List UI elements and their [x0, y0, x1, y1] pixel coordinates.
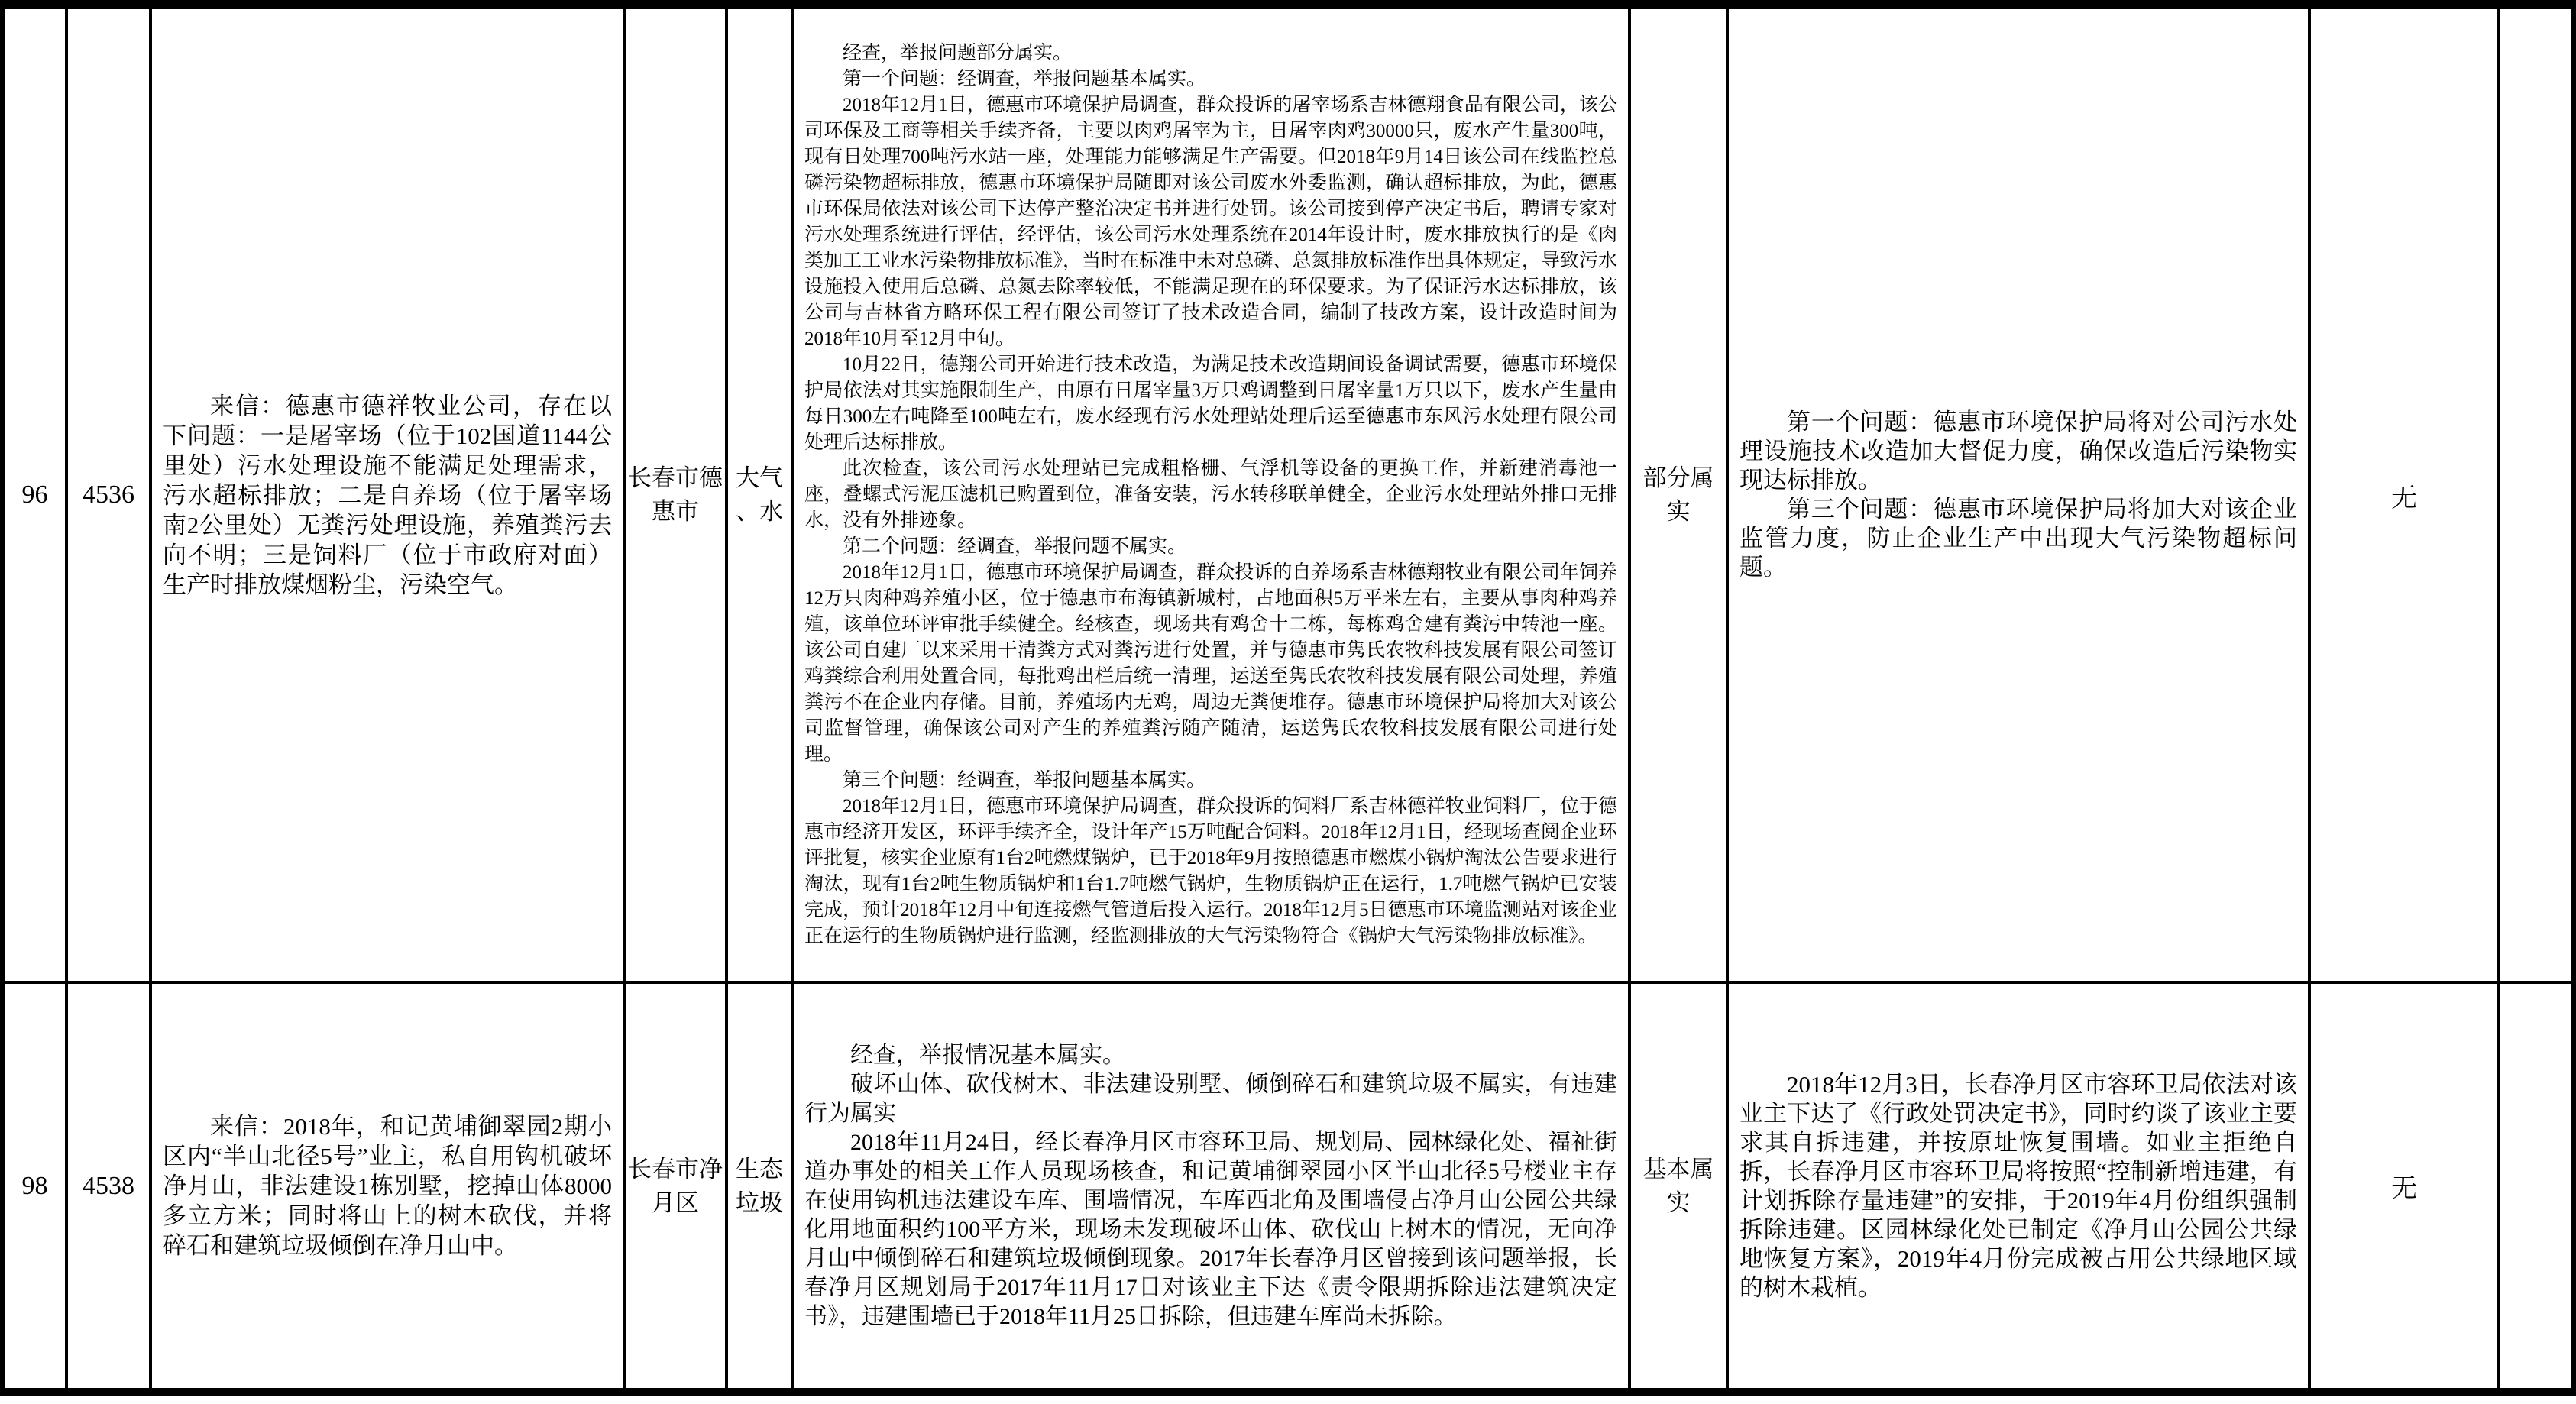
paragraph: 10月22日，德翔公司开始进行技术改造，为满足技术改造期间设备调试需要，德惠市环境保护局依法对其实施限制生产，由原有日屠宰量3万只鸡调整到日屠宰量1万只以下，废水产生量由每日300左右吨降至100吨左右，废水经现有污水处理站处理后运至德惠市东风污水处理有限公司处理后达标排放。: [804, 354, 1617, 453]
paragraph: 此次检查，该公司污水处理站已完成粗格栅、气浮机等设备的更换工作，并新建消毒池一座，叠螺式污泥压滤机已购置到位，准备安装，污水转移联单健全，企业污水处理站外排口无排水，没有外排迹象。: [804, 458, 1617, 531]
paragraph: 第一个问题：德惠市环境保护局将对公司污水处理设施技术改造加大督促力度，确保改造后污染物实现达标排放。: [1739, 409, 2297, 493]
paragraph: 2018年11月24日，经长春净月区市容环卫局、规划局、园林绿化处、福祉街道办事处的相关工作人员现场核查，和记黄埔御翠园小区半山北径5号楼业主存在使用钩机违法建设车库、围墙情况，车库西北角及围墙侵占净月山公园公共绿化用地面积约100平方米，现场未发现破坏山体、砍伐山上树木的情况，无向净月山中倾倒碎石和建筑垃圾倾倒现象。2017年长春净月区曾接到该问题举报，长春净月区规划局于2017年11月17日对该业主下达《责令限期拆除违法建筑决定书》，违建围墙已于2018年11月25日拆除，但违建车库尚未拆除。: [804, 1129, 1617, 1329]
paragraph: 2018年12月1日，德惠市环境保护局调查，群众投诉的屠宰场系吉林德翔食品有限公司，该公司环保及工商等相关手续齐备，主要以肉鸡屠宰为主，日屠宰肉鸡30000只，废水产生量300吨，现有日处理700吨污水站一座，处理能力能够满足生产需要。但2018年9月14日该公司在线监控总磷污染物超标排放，德惠市环境保护局随即对该公司废水外委监测，确认超标排放，为此，德惠市环保局依法对该公司下达停产整治决定书并进行处罚。该公司接到停产决定书后，聘请专家对污水处理系统进行评估，经评估，该公司污水处理系统在2014年设计时，废水排放执行的是《肉类加工工业水污染物排放标准》，当时在标准中未对总磷、总氮排放标准作出具体规定，导致污水设施投入使用后总磷、总氮去除率较低，不能满足现在的环保要求。为了保证污水达标排放，该公司与吉林省方略环保工程有限公司签订了技术改造合同，编制了技改方案，设计改造时间为2018年10月至12月中旬。: [804, 95, 1617, 349]
complaint-text: 来信：德惠市德祥牧业公司，存在以下问题：一是屠宰场（位于102国道1144公里处）污水处理设施不能满足处理需求，污水超标排放；二是自养场（位于屠宰场南2公里处）无粪污处理设施，养殖粪污去向不明；三是饲料厂（位于市政府对面）生产时排放煤烟粉尘，污染空气。: [163, 392, 612, 598]
region-cell: 长春市净月区: [624, 982, 727, 1392]
paragraph: 第三个问题：德惠市环境保护局将加大对该企业监管力度，防止企业生产中出现大气污染物超标问题。: [1739, 496, 2297, 581]
region-cell: 长春市德惠市: [624, 5, 727, 982]
paragraph: 2018年12月3日，长春净月区市容环卫局依法对该业主下达了《行政处罚决定书》，同时约谈了该业主要求其自拆违建，并按原址恢复围墙。如业主拒绝自拆，长春净月区市容环卫局将按照“控制新增违建，有计划拆除存量违建”的安排，于2019年4月份组织强制拆除违建。区园林绿化处已制定《净月山公园公共绿地恢复方案》，2019年4月份完成被占用公共绿地区域的树木栽植。: [1739, 1070, 2297, 1301]
paragraph: 2018年12月1日，德惠市环境保护局调查，群众投诉的饲料厂系吉林德祥牧业饲料厂，位于德惠市经济开发区，环评手续齐全，设计年产15万吨配合饲料。2018年12月1日，经现场查阅企业环评批复，核实企业原有1台2吨燃煤锅炉，已于2018年9月按照德惠市燃煤小锅炉淘汰公告要求进行淘汰，现有1台2吨生物质锅炉和1台1.7吨燃气锅炉，生物质锅炉正在运行，1.7吨燃气锅炉已安装完成，预计2018年12月中旬连接燃气管道后投入运行。2018年12月5日德惠市环境监测站对该企业正在运行的生物质锅炉进行监测，经监测排放的大气污染物符合《锅炉大气污染物排放标准》。: [804, 796, 1617, 946]
pollution-type-cell: 大气、水: [727, 5, 792, 982]
investigation-cell: [792, 982, 1629, 1392]
paragraph: 第三个问题：经调查，举报问题基本属实。: [843, 770, 1206, 791]
table-row: [2, 982, 2574, 1392]
paragraph: 经查，举报情况基本属实。: [850, 1042, 1125, 1068]
handling-cell: [1727, 982, 2309, 1392]
seq-cell: 98: [2, 982, 66, 1392]
verified-cell: 部分属实: [1629, 5, 1727, 982]
handling-cell: [1727, 5, 2309, 982]
case-number-cell: 4538: [66, 982, 150, 1392]
table-row: [2, 5, 2574, 982]
accountability-cell: 无: [2309, 982, 2499, 1392]
complaint-cell: [150, 5, 624, 982]
pollution-type-cell: 生态垃圾: [727, 982, 792, 1392]
paragraph: 2018年12月1日，德惠市环境保护局调查，群众投诉的自养场系吉林德翔牧业有限公司年饲养12万只肉种鸡养殖小区，位于德惠市布海镇新城村，占地面积5万平米左右，主要从事肉种鸡养殖，该单位环评审批手续健全。经核查，现场共有鸡舍十二栋，每栋鸡舍建有粪污中转池一座。该公司自建厂以来采用干清粪方式对粪污进行处置，并与德惠市隽氏农牧科技发展有限公司签订鸡粪综合利用处置合同，每批鸡出栏后统一清理，运送至隽氏农牧科技发展有限公司处理，养殖粪污不在企业内存储。目前，养殖场内无鸡，周边无粪便堆存。德惠市环境保护局将加大对该公司监督管理，确保该公司对产生的养殖粪污随产随清，运送隽氏农牧科技发展有限公司进行处理。: [804, 562, 1617, 765]
case-number-cell: 4536: [66, 5, 150, 982]
verified-cell: 基本属实: [1629, 982, 1727, 1392]
seq-cell: 96: [2, 5, 66, 982]
remark-cell: [2499, 5, 2574, 982]
remark-cell: [2499, 982, 2574, 1392]
investigation-cell: [792, 5, 1629, 982]
paragraph: 第一个问题：经调查，举报问题基本属实。: [843, 69, 1206, 89]
accountability-cell: 无: [2309, 5, 2499, 982]
paragraph: 破坏山体、砍伐树木、非法建设别墅、倾倒碎石和建筑垃圾不属实，有违建行为属实: [804, 1071, 1617, 1126]
paragraph: 第二个问题：经调查，举报问题不属实。: [843, 536, 1187, 557]
complaint-cell: [150, 982, 624, 1392]
paragraph: 经查，举报问题部分属实。: [843, 43, 1073, 63]
complaint-text: 来信：2018年，和记黄埔御翠园2期小区内“半山北径5号”业主，私自用钩机破坏净月山，非法建设1栋别墅，挖掉山体8000多立方米；同时将山上的树木砍伐，并将碎石和建筑垃圾倾倒在净月山中。: [163, 1113, 612, 1259]
